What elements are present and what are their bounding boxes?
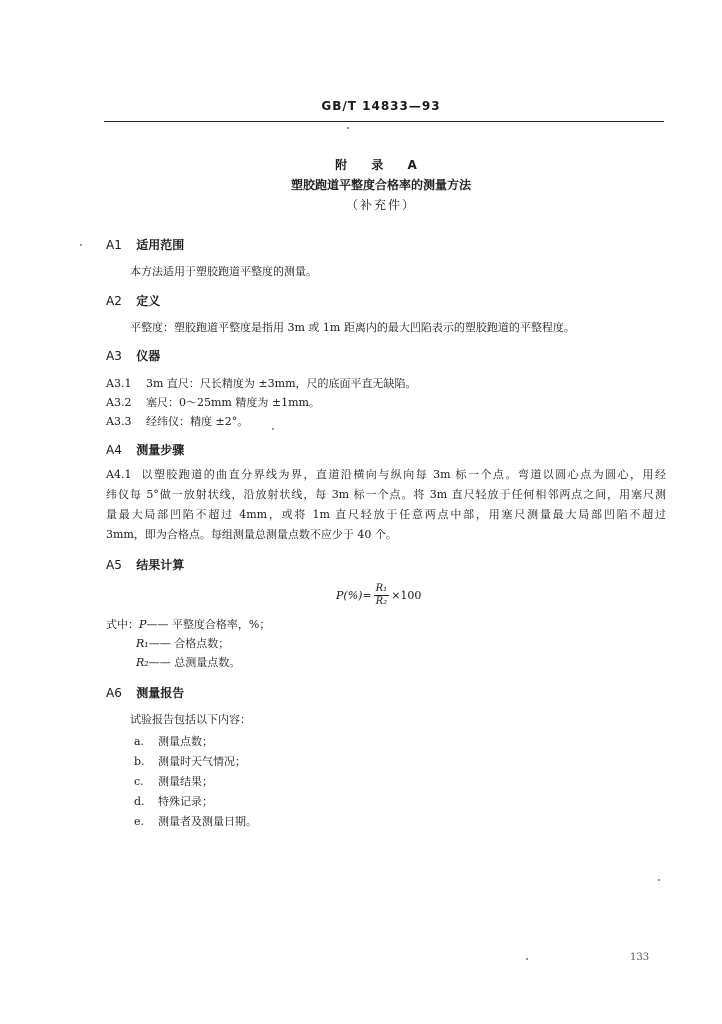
section-a5-heading	[106, 556, 184, 573]
section-title: 结果计算	[136, 558, 185, 572]
standard-code: GB/T 14833—93	[321, 99, 441, 113]
formula-denominator: R₂	[375, 596, 388, 607]
procedure-number: A4.1	[106, 468, 132, 481]
page-number: 133	[630, 952, 650, 963]
section-title: 定义	[136, 294, 161, 308]
scan-speck	[526, 958, 528, 960]
section-a3-heading	[106, 347, 160, 364]
procedure-paragraph	[106, 465, 666, 545]
scan-speck	[658, 879, 660, 881]
section-title: 适用范围	[136, 238, 185, 252]
list-item: e. 测量者及测量日期。	[134, 815, 257, 828]
definition-line: R₁—— 合格点数；	[136, 637, 230, 650]
annex-label: 附 录 A	[335, 158, 427, 172]
section-a2-text: 平整度：塑胶跑道平整度是指用 3m 或 1m 距离内的最大凹陷表示的塑胶跑道的平整程度。	[130, 321, 575, 334]
list-item: a. 测量点数；	[134, 735, 213, 748]
procedure-line: 纬仪每 5°做一放射状线，沿放射状线，每 3m 标一个点。将 3m 直尺轻放于任何相邻两点之间，用塞尺测	[106, 488, 666, 501]
section-title: 测量报告	[136, 686, 185, 700]
instrument-item: A3.2 塞尺：0～25mm 精度为 ±1mm。	[106, 396, 320, 409]
section-a1-text: 本方法适用于塑胶跑道平整度的测量。	[130, 265, 317, 278]
formula	[336, 583, 421, 608]
section-number: A5	[106, 558, 122, 572]
section-title: 仪器	[136, 349, 161, 363]
section-number: A3	[106, 349, 122, 363]
list-item: d. 特殊记录；	[134, 795, 213, 808]
report-intro: 试验报告包括以下内容：	[130, 713, 251, 726]
section-title: 测量步骤	[136, 443, 185, 457]
list-item: c. 测量结果；	[134, 775, 213, 788]
procedure-line: 量最大局部凹陷不超过 4mm，或将 1m 直尺轻放于任意两点中部，用塞尺测量最大局部凹陷不超过	[106, 508, 666, 521]
formula-rhs: ×100	[391, 589, 422, 602]
section-a1-heading	[106, 236, 184, 253]
annex-subtitle: （补充件）	[345, 198, 416, 212]
header-rule	[104, 121, 664, 122]
section-number: A1	[106, 238, 122, 252]
definition-line: 式中：P—— 平整度合格率，%；	[106, 618, 271, 631]
section-number: A6	[106, 686, 122, 700]
scan-speck	[80, 244, 82, 246]
instrument-item: A3.1 3m 直尺：尺长精度为 ±3mm，尺的底面平直无缺陷。	[106, 377, 417, 390]
scan-speck	[347, 127, 349, 129]
procedure-line: A4.1 以塑胶跑道的曲直分界线为界，直道沿横向与纵向每 3m 标一个点。弯道以圆心点为圆心，用经	[106, 468, 666, 481]
section-number: A2	[106, 294, 122, 308]
instrument-item: A3.3 经纬仪：精度 ±2°。	[106, 415, 249, 428]
formula-lhs: P(%)=	[336, 589, 372, 602]
procedure-line: 3mm，即为合格点。每组测量总测量点数不应少于 40 个。	[106, 528, 397, 541]
list-item: b. 测量时天气情况；	[134, 755, 246, 768]
formula-fraction	[374, 583, 390, 608]
definition-line: R₂—— 总测量点数。	[136, 656, 241, 669]
section-number: A4	[106, 443, 122, 457]
scan-speck	[272, 428, 274, 430]
formula-numerator: R₁	[375, 583, 388, 594]
section-a2-heading	[106, 292, 160, 309]
section-a4-heading	[106, 441, 184, 458]
annex-title: 塑胶跑道平整度合格率的测量方法	[290, 178, 471, 192]
section-a6-heading	[106, 684, 184, 701]
